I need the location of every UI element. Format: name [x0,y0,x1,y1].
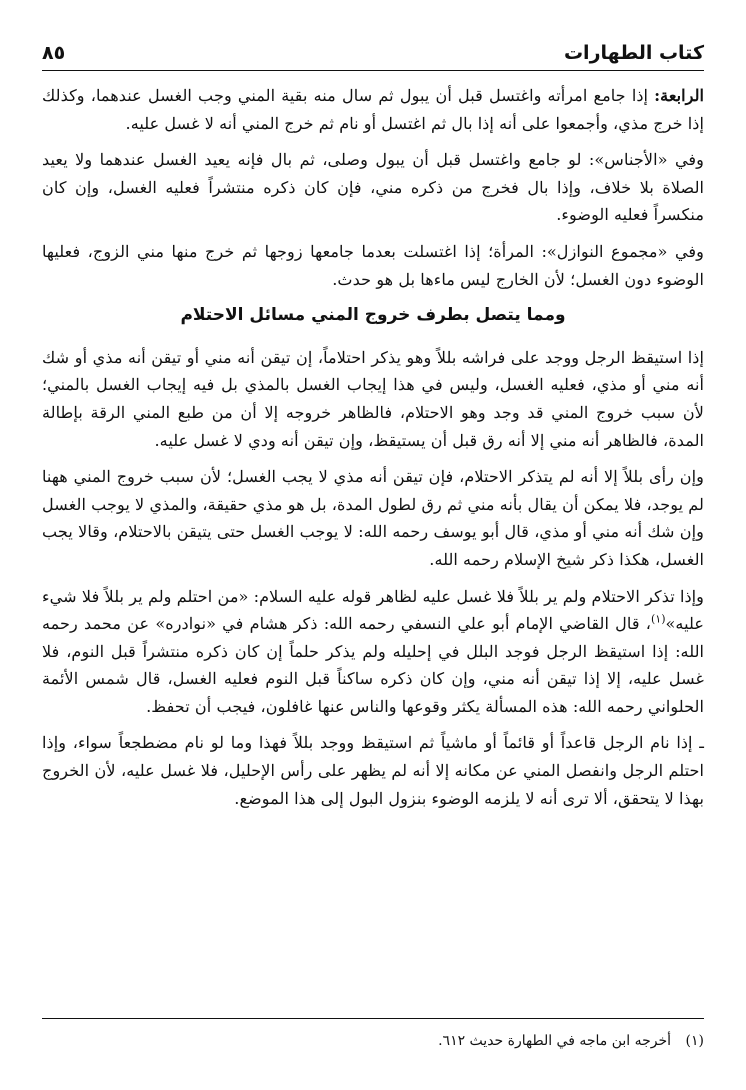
paragraph [42,82,704,137]
paragraph [42,463,704,573]
paragraph-lead: الرابعة: [654,86,704,105]
paragraph-text: ، قال القاضي الإمام أبو علي النسفي رحمه الله: ذكر هشام في «نوادره» عن محمد رحمه الله: إذا استيقظ الرجل فوجد البلل في إحليله ولم يذكر حلماً إن كان ذكره منتشراً قبل النوم، فلا غسل عليه، إلا إذا تيقن أنه مني، وإن كان ذكره ساكناً قبل النوم فعليه الغسل، قال شمس الأئمة الحلواني رحمه الله: هذه المسألة يكثر وقوعها والناس عنها غافلون، فيجب أن تحفظ. [42,614,704,716]
paragraph [42,238,704,293]
footnote-number: (١) [685,1033,704,1049]
footnote-ref[interactable]: (١) [650,612,666,626]
paragraph-text: ـ إذا نام الرجل قاعداً أو قائماً أو ماشياً ثم استيقظ ووجد بللاً فهذا وما لو نام مضطجعاً سواء، وإذا احتلم الرجل وانفصل المني عن مكانه إلا أنه لم يظهر على رأس الإحليل، فلا غسل عليه، لأن الخروج بهذا لا يتحقق، ألا ترى أنه لا يلزمه الوضوء بنزول البول إلى هذا الموضع. [42,733,704,808]
footnote-divider [42,1018,704,1019]
paragraph-text: وفي «الأجناس»: لو جامع واغتسل قبل أن يبول وصلى، ثم بال فإنه يعيد الغسل عندهما ولا يعيد الصلاة بلا خلاف، وإذا بال فخرج من ذكره مني، فإن كان ذكره منتشراً فعليه الغسل، وإن كان منكسراً فعليه الوضوء. [42,150,704,225]
page-number: ٨٥ [42,42,66,64]
footnote-text: أخرجه ابن ماجه في الطهارة حديث ٦١٢. [438,1033,672,1049]
running-title: كتاب الطهارات [563,42,704,64]
paragraph [42,729,704,812]
paragraph [42,344,704,454]
paragraph-text: وإذا تذكر الاحتلام ولم ير بللاً فلا غسل عليه لظاهر قوله عليه السلام: «من احتلم ولم ير بللاً فلا شيء عليه» [42,586,704,634]
page-header [42,30,704,71]
footnote [42,1030,704,1052]
paragraph [42,583,704,721]
paragraph-text: إذا جامع امرأته واغتسل قبل أن يبول ثم سال منه بقية المني وجب الغسل عندهما، وكذلك إذا خرج مذي، وأجمعوا على أنه إذا بال ثم اغتسل أو نام ثم خرج المني أنه لا غسل عليه. [42,86,704,133]
paragraph-text: إذا استيقظ الرجل ووجد على فراشه بللاً وهو يذكر احتلاماً، إن تيقن أنه مني أو تيقن أنه مذي أو شك أنه مني أو مذي، فعليه الغسل، وليس في هذا إيجاب الغسل بالمذي بل فيه إيجاب الغسل بالمني؛ لأن سبب خروج المني قد وجد وهو الاحتلام، فالظاهر خروجه إلا أن من طبع المني الرقة بإطالة المدة، فالظاهر أنه مني إلا أنه رق قبل أن يستيقظ، وإن تيقن أنه ودي لا غسل عليه. [42,347,704,450]
paragraph-text: وفي «مجموع النوازل»: المرأة؛ إذا اغتسلت بعدما جامعها زوجها ثم خرج منها مني الزوج، فعليها الوضوء دون الغسل؛ لأن الخارج ليس ماءها بل هو حدث. [42,241,704,289]
section-heading: ومما يتصل بطرف خروج المني مسائل الاحتلام [180,305,566,326]
paragraph [42,146,704,229]
page-body [42,82,704,821]
paragraph-text: وإن رأى بللاً إلا أنه لم يتذكر الاحتلام، فإن تيقن أنه مذي لا يجب الغسل؛ لأن سبب خروج المني ههنا لم يوجد، فلا يمكن أن يقال بأنه مني ثم رق لطول المدة، بل هو مذي حقيقة، والمذي لا يوجب الغسل وإن شك أنه مني أو مذي، قال أبو يوسف رحمه الله: لا يوجب الغسل حتى يتيقن بالاحتلام، وقالا يجب الغسل، هكذا ذكر شيخ الإسلام رحمه الله. [42,467,704,569]
